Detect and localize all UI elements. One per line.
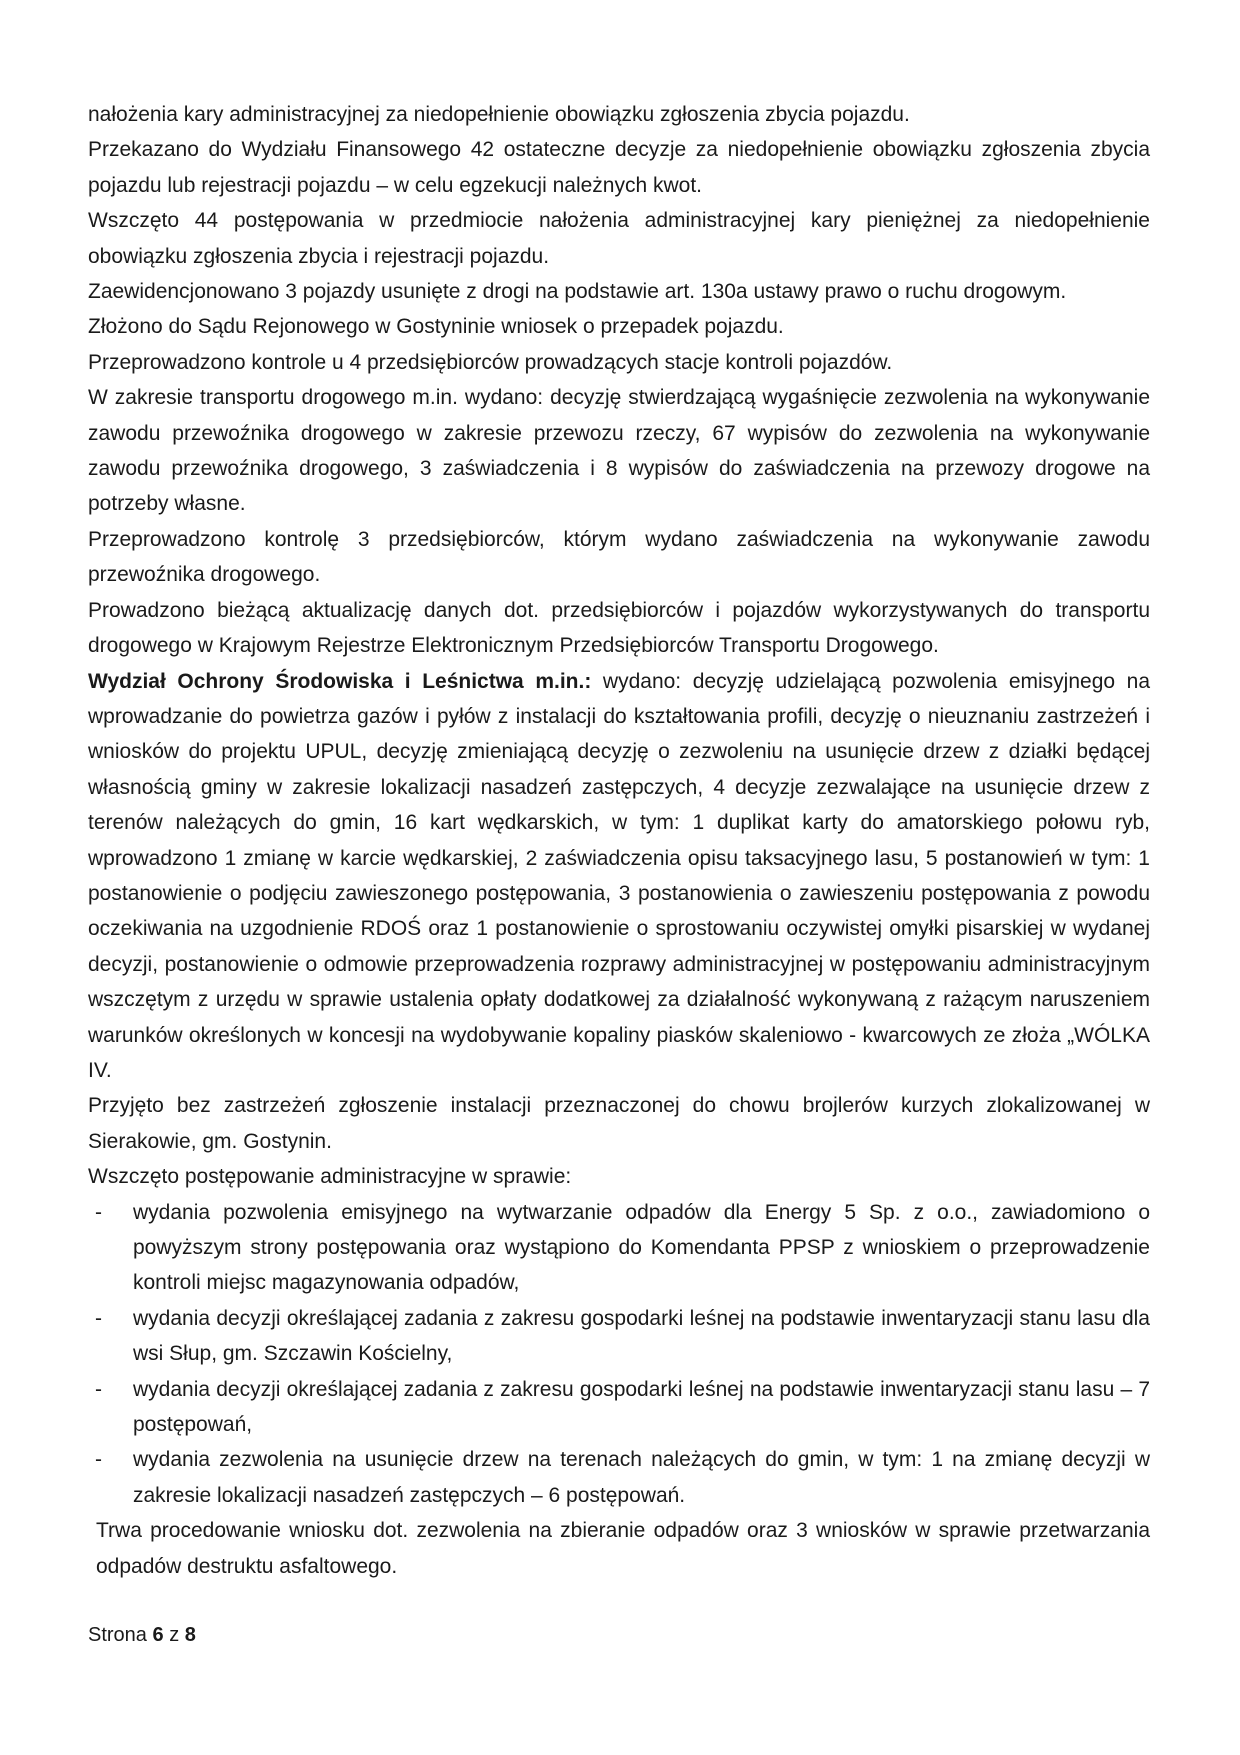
document-body: [88, 97, 1150, 1584]
paragraph-7: W zakresie transportu drogowego m.in. wydano: decyzję stwierdzającą wygaśnięcie zezwolenia na wykonywanie zawodu przewoźnika drogowego w zakresie przewozu rzeczy, 67 wypisów do zezwolenia na wykonywanie zawodu przewoźnika drogowego, 3 zaświadczenia i 8 wypisów do zaświadczenia na przewozy drogowe na potrzeby własne.: [88, 386, 1150, 516]
list-item: [88, 1442, 1150, 1513]
list-item-text: wydania decyzji określającej zadania z zakresu gospodarki leśnej na podstawie inwentaryzacji stanu lasu dla wsi Słup, gm. Szczawin Kościelny,: [133, 1306, 1150, 1366]
page-number-current: 6: [152, 1624, 164, 1646]
dash-bullet: -: [95, 1306, 102, 1330]
paragraph-1: nałożenia kary administracyjnej za niedopełnienie obowiązku zgłoszenia zbycia pojazdu.: [88, 103, 910, 126]
list-item-text: wydania zezwolenia na usunięcie drzew na terenach należących do gmin, w tym: 1 na zmianę decyzji w zakresie lokalizacji nasadzeń zastępczych – 6 postępowań.: [133, 1448, 1150, 1507]
dash-bullet: -: [95, 1448, 102, 1472]
list-item: [88, 1372, 1150, 1443]
paragraph-4: Zaewidencjonowano 3 pojazdy usunięte z drogi na podstawie art. 130a ustawy prawo o ruchu drogowym.: [88, 280, 1067, 304]
paragraph-2: Przekazano do Wydziału Finansowego 42 ostateczne decyzje za niedopełnienie obowiązku zgłoszenia zbycia pojazdu lub rejestracji pojazdu – w celu egzekucji należnych kwot.: [88, 138, 1150, 197]
page-number-prefix: Strona: [88, 1624, 147, 1646]
paragraph-5: Złożono do Sądu Rejonowego w Gostyninie wniosek o przepadek pojazdu.: [88, 315, 784, 339]
list-item-text: wydania pozwolenia emisyjnego na wytwarzanie odpadów dla Energy 5 Sp. z o.o., zawiadomiono o powyższym strony postępowania oraz wystąpiono do Komendanta PPSP z wnioskiem o przeprowadzenie kontroli miejsc magazynowania odpadów,: [133, 1200, 1150, 1295]
page-number-separator: z: [169, 1624, 180, 1646]
paragraph-11: Przyjęto bez zastrzeżeń zgłoszenie instalacji przeznaczonej do chowu brojlerów kurzych zlokalizowanej w Sierakowie, gm. Gostynin.: [88, 1094, 1150, 1153]
dash-bullet: -: [95, 1377, 102, 1401]
list-item: [88, 1195, 1150, 1301]
paragraph-6: Przeprowadzono kontrole u 4 przedsiębiorców prowadzących stacje kontroli pojazdów.: [88, 350, 893, 374]
department-heading: Wydział Ochrony Środowiska i Leśnictwa m.in.:: [88, 669, 592, 693]
final-paragraph: Trwa procedowanie wniosku dot. zezwolenia na zbieranie odpadów oraz 3 wniosków w sprawie przetwarzania odpadów destruktu asfaltowego.: [96, 1519, 1150, 1578]
dash-bullet: -: [95, 1200, 102, 1224]
paragraph-10-text: wydano: decyzję udzielającą pozwolenia emisyjnego na wprowadzanie do powietrza gazów i pyłów z instalacji do kształtowania profili, decyzję o nieuznaniu zastrzeżeń i wniosków do projektu UPUL, decyzję zmieniającą decyzję o zezwoleniu na usunięcie drzew z działki będącej własnością gminy w zakresie lokalizacji nasadzeń zastępczych, 4 decyzje zezwalające na usunięcie drzew z terenów należących do gmin, 16 kart wędkarskich, w tym: 1 duplikat karty do amatorskiego połowu ryb, wprowadzono 1 zmianę w karcie wędkarskiej, 2 zaświadczenia opisu taksacyjnego lasu, 5 postanowień w tym: 1 postanowienie o podjęciu zawieszonego postępowania, 3 postanowienia o zawieszeniu postępowania z powodu oczekiwania na uzgodnienie RDOŚ oraz 1 postanowienie o sprostowaniu oczywistej omyłki pisarskiej w wydanej decyzji, postanowienie o odmowie przeprowadzenia rozprawy administracyjnej w postępowaniu administracyjnym wszczętym z urzędu w sprawie ustalenia opłaty dodatkowej za działalność wykonywaną z rażącym naruszeniem warunków określonych w koncesji na wydobywanie kopaliny piasków skaleniowo - kwarcowych ze złoża „WÓLKA IV.: [88, 669, 1150, 1082]
list-item: [88, 1301, 1150, 1372]
list-item-text: wydania decyzji określającej zadania z zakresu gospodarki leśnej na podstawie inwentaryzacji stanu lasu – 7 postępowań,: [133, 1377, 1150, 1437]
page-number-total: 8: [184, 1624, 196, 1646]
proceedings-list: [88, 1195, 1150, 1514]
page-number: [88, 1622, 196, 1648]
paragraph-10: [88, 664, 1150, 1089]
paragraph-3: Wszczęto 44 postępowania w przedmiocie nałożenia administracyjnej kary pieniężnej za niedopełnienie obowiązku zgłoszenia zbycia i rejestracji pojazdu.: [88, 209, 1150, 268]
paragraph-8: Przeprowadzono kontrolę 3 przedsiębiorców, którym wydano zaświadczenia na wykonywanie zawodu przewoźnika drogowego.: [88, 527, 1150, 587]
paragraph-12: Wszczęto postępowanie administracyjne w sprawie:: [88, 1165, 572, 1189]
paragraph-9: Prowadzono bieżącą aktualizację danych dot. przedsiębiorców i pojazdów wykorzystywanych do transportu drogowego w Krajowym Rejestrze Elektronicznym Przedsiębiorców Transportu Drogowego.: [88, 598, 1150, 658]
